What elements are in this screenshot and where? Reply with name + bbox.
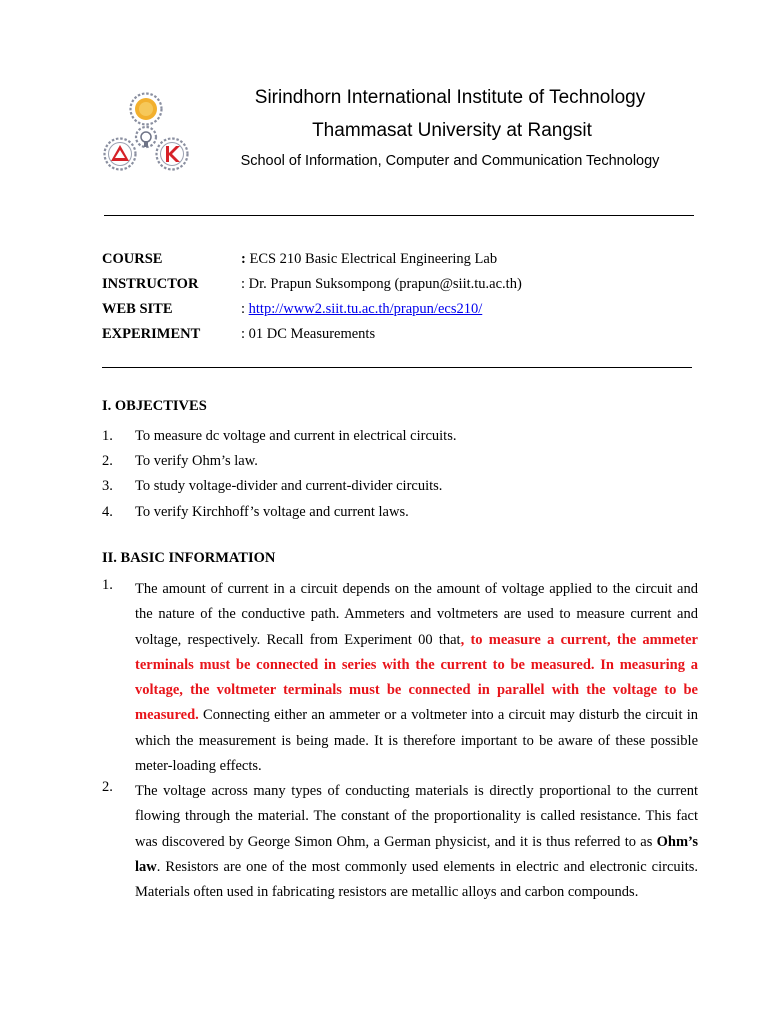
paragraph-body <box>135 577 698 779</box>
list-item <box>102 428 702 448</box>
paragraph-text: The voltage across many types of conducting materials is directly proportional to the current flowing through the material. The constant of the proportionality is called resistance. This fact was discovered by George Simon Ohm, a German physicist, and it is thus referred to as <box>135 783 698 850</box>
paragraph-text: Connecting either an ammeter or a voltmeter into a circuit may disturb the circuit in which the measurement is being made. It is therefore important to be aware of these possible meter-loading effects. <box>135 707 698 775</box>
paragraph-number: 2. <box>102 779 113 795</box>
objectives-heading: I. OBJECTIVES <box>102 398 207 414</box>
list-item-text: To verify Ohm’s law. <box>135 453 258 469</box>
list-item-text: To measure dc voltage and current in electrical circuits. <box>135 428 457 444</box>
info-key: WEB SITE <box>102 301 173 317</box>
paragraph-text: . Resistors are one of the most commonly used elements in electric and electronic circuits. Materials often used in fabricating resistors are metallic alloys and carbon compounds. <box>135 858 698 901</box>
list-item <box>102 478 702 498</box>
list-item-number: 3. <box>102 478 113 494</box>
list-item-text: To verify Kirchhoff’s voltage and current laws. <box>135 504 409 520</box>
info-divider <box>102 367 692 368</box>
paragraph-number: 1. <box>102 577 113 593</box>
info-value: ECS 210 Basic Electrical Engineering Lab <box>245 251 498 267</box>
university-name: Thammasat University at Rangsit <box>312 120 592 141</box>
website-link[interactable]: http://www2.siit.tu.ac.th/prapun/ecs210/ <box>248 301 483 317</box>
paragraph-text: The amount of current in a circuit depends on the amount of voltage applied to the circuit and the nature of the conductive path. Ammeters and voltmeters are used to measure current and voltage, respectively. Recall from Experiment 00 that <box>135 581 698 648</box>
list-item-number: 1. <box>102 428 113 444</box>
info-separator: : <box>241 326 246 342</box>
list-item-number: 2. <box>102 453 113 469</box>
info-separator: : <box>241 301 246 317</box>
header-divider <box>104 215 694 216</box>
list-item-text: To study voltage-divider and current-divider circuits. <box>135 478 443 494</box>
school-name: School of Information, Computer and Communication Technology <box>240 153 660 169</box>
list-item <box>102 453 702 473</box>
info-value: Dr. Prapun Suksompong (prapun@siit.tu.ac.th) <box>245 276 522 292</box>
highlighted-rule-text: , to measure a current, the ammeter terminals must be connected in series with the current to be measured. In measuring a voltage, the voltmeter terminals must be connected in parallel with the voltage to be measured. <box>135 631 698 724</box>
institution-name: Sirindhorn International Institute of Technology <box>254 87 646 108</box>
list-item <box>102 504 702 524</box>
info-separator: : <box>241 251 246 267</box>
basic-info-heading: II. BASIC INFORMATION <box>102 550 276 566</box>
list-item-number: 4. <box>102 504 113 520</box>
ohms-law-term: Ohm’s law <box>135 833 698 875</box>
siit-logo <box>103 92 189 178</box>
paragraph-body <box>135 779 698 905</box>
info-separator: : <box>241 276 246 292</box>
info-key: EXPERIMENT <box>102 326 201 342</box>
info-key: COURSE <box>102 251 163 267</box>
info-value: 01 DC Measurements <box>245 326 376 342</box>
info-key: INSTRUCTOR <box>102 276 199 292</box>
